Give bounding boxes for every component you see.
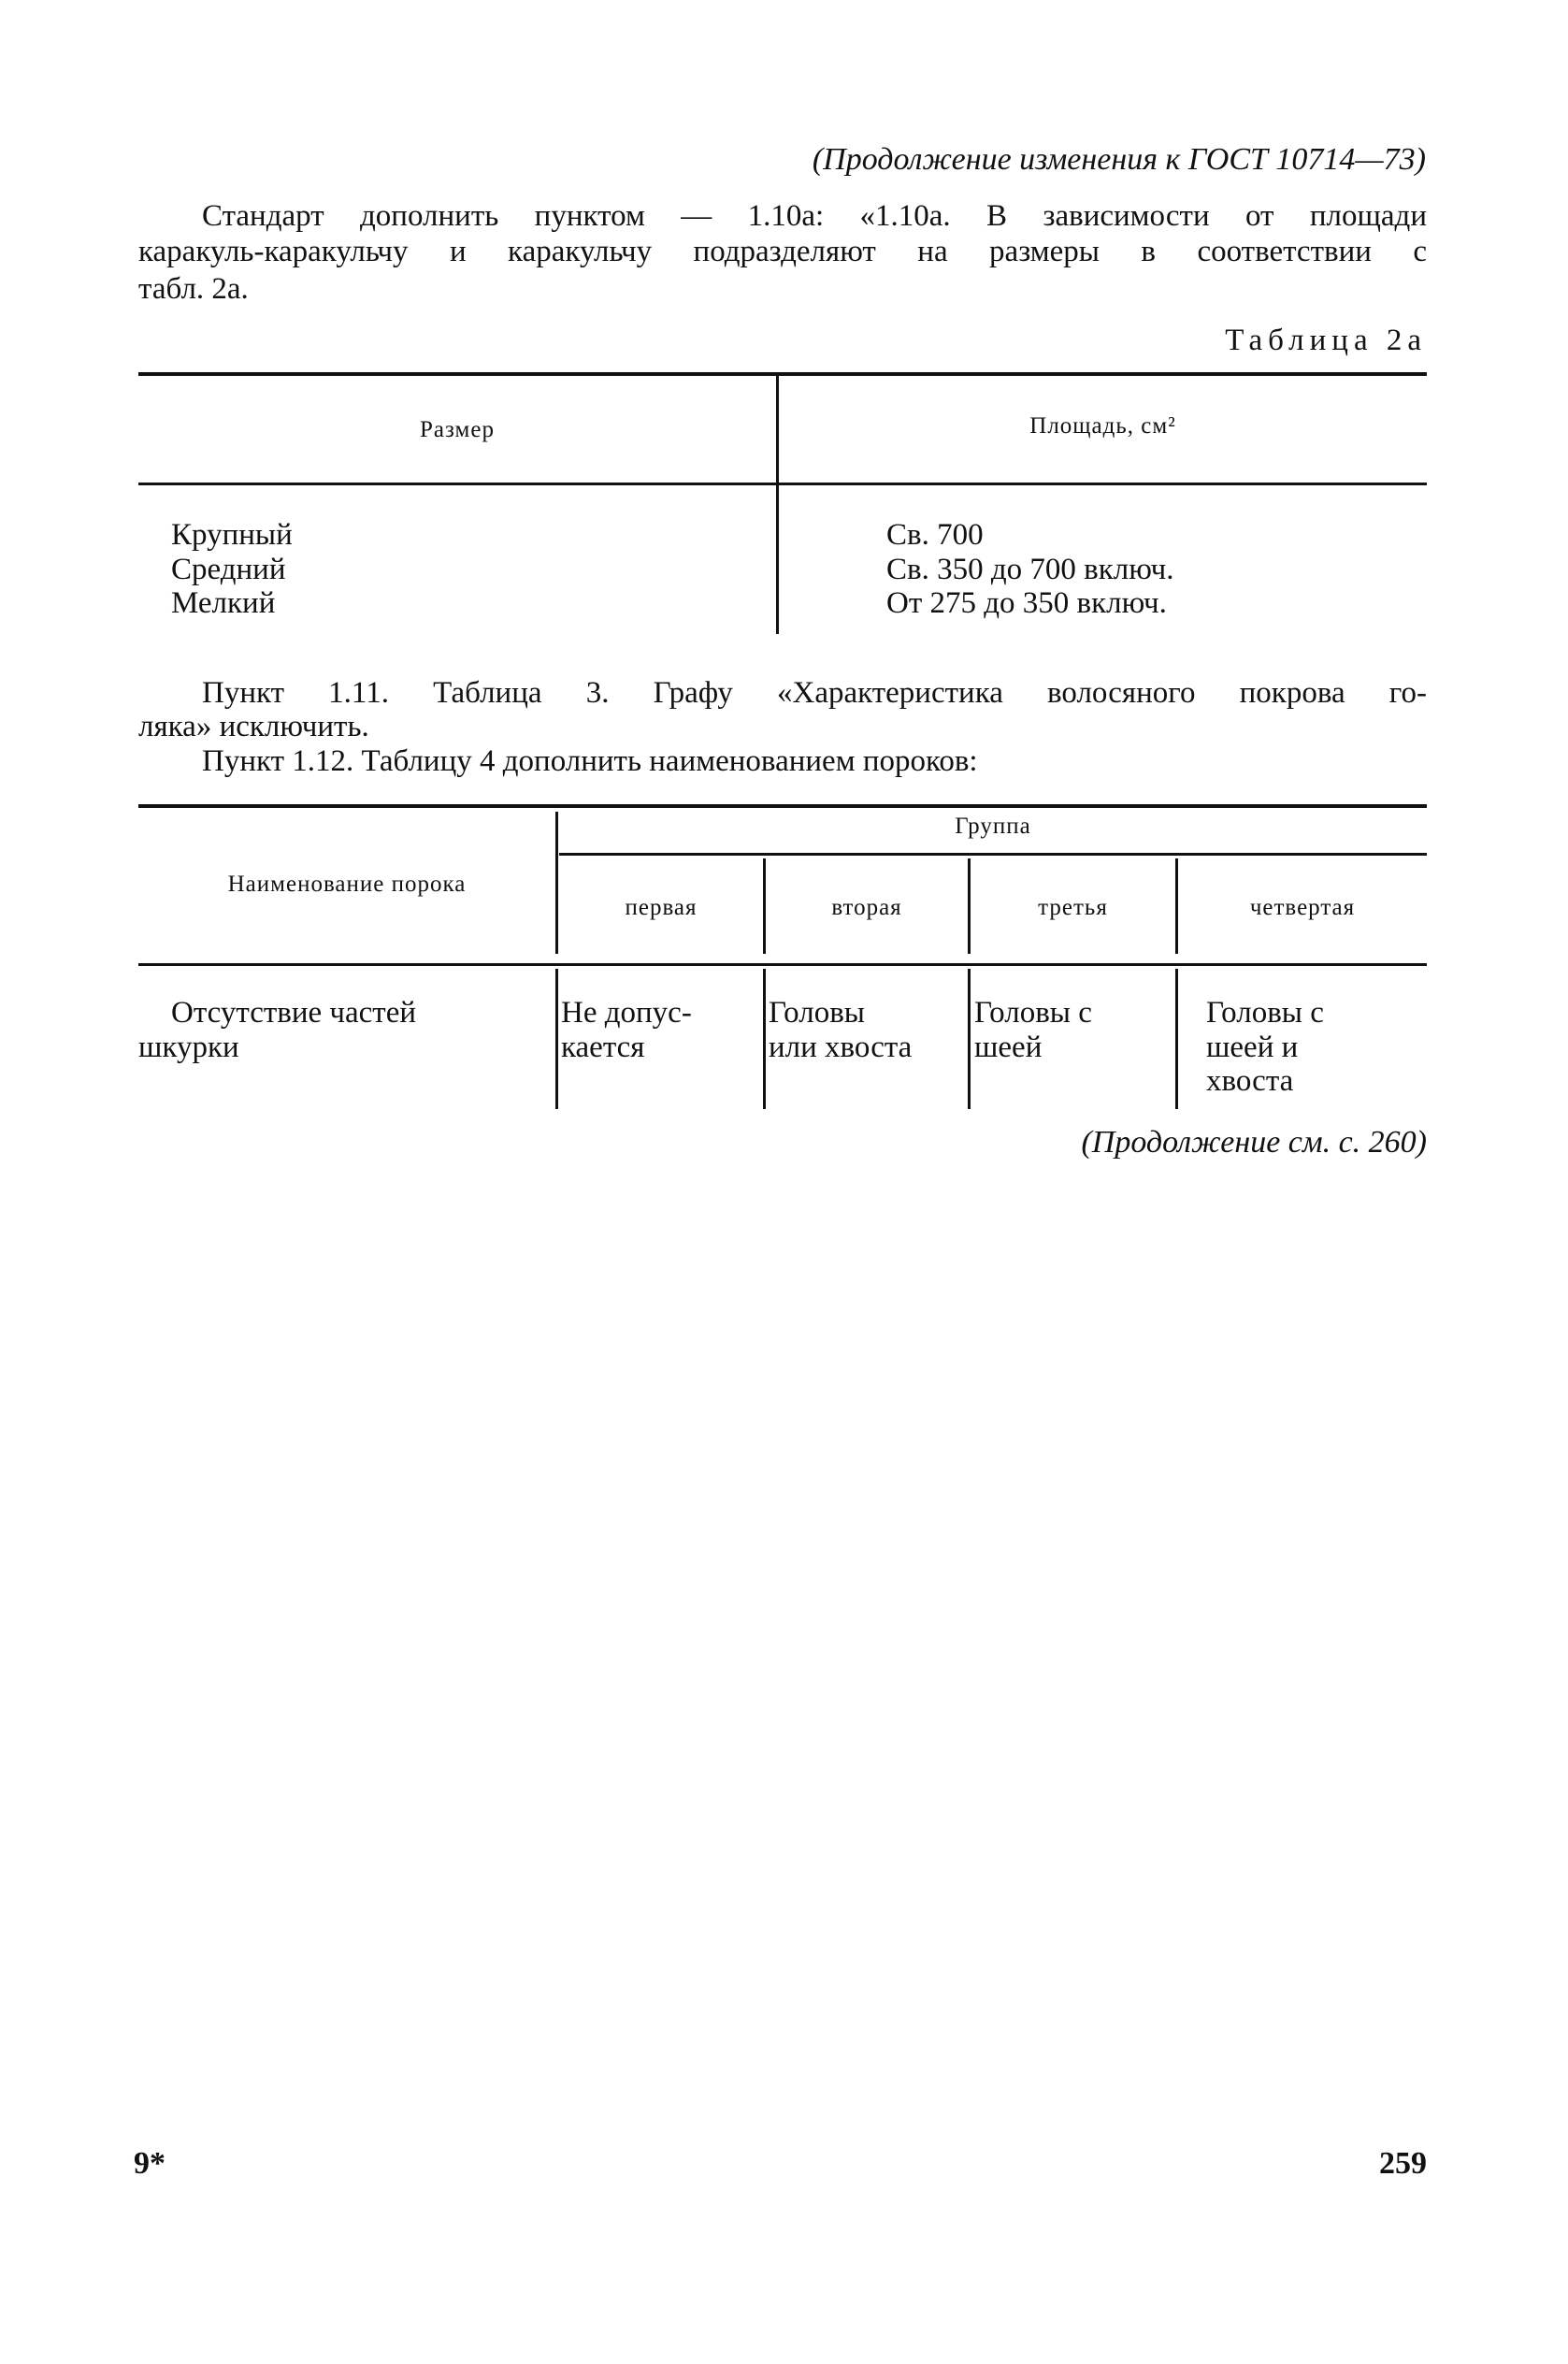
table-4-header-name: Наименование порока — [227, 872, 467, 897]
continued-note: (Продолжение см. с. 260) — [1081, 1125, 1427, 1160]
table-2a-row-3-area: От 275 до 350 включ. — [886, 586, 1167, 620]
table-4-divider-3-body — [968, 969, 971, 1109]
table-4-row-first-line-2: кается — [561, 1031, 645, 1064]
table-4-divider-name-body — [555, 969, 558, 1109]
table-4-header-group: Группа — [955, 814, 1031, 839]
intro-line-2: каракуль-каракульчу и каракульчу подразделяют на размеры в соответствии с — [138, 235, 1427, 268]
table-2a-header-area: Площадь, см² — [1029, 413, 1176, 439]
table-2a-row-2-area: Св. 350 до 700 включ. — [886, 553, 1174, 586]
table-4-row-third-line-2: шеей — [974, 1031, 1043, 1064]
paragraph-1-11-line-2: ляка» исключить. — [138, 710, 369, 743]
table-4-row-fourth-line-2: шеей и — [1206, 1031, 1299, 1064]
table-4-divider-4-body — [1175, 969, 1178, 1109]
signature-mark: 9* — [134, 2146, 165, 2181]
table-4-row-name-line-1: Отсутствие частей — [171, 996, 417, 1030]
table-4-header-rule — [138, 963, 1427, 966]
table-2a-caption: Таблица 2а — [1225, 324, 1427, 357]
table-4-row-fourth-line-3: хвоста — [1206, 1064, 1294, 1098]
table-4-row-name-line-2: шкурки — [138, 1031, 239, 1064]
page-number: 259 — [1379, 2146, 1427, 2181]
table-4-header-third: третья — [1038, 895, 1108, 920]
table-2a-row-2-size: Средний — [171, 553, 286, 586]
continuation-header: (Продолжение изменения к ГОСТ 10714—73) — [812, 142, 1426, 177]
paragraph-1-11-line-1: Пункт 1.11. Таблица 3. Графу «Характеристика волосяного покрова го- — [202, 676, 1427, 710]
table-2a-row-3-size: Мелкий — [171, 586, 276, 620]
table-4-header-first: первая — [625, 895, 698, 920]
table-4-row-third-line-1: Головы с — [974, 996, 1092, 1030]
table-4-header-second: вторая — [831, 895, 902, 920]
table-2a-row-1-area: Св. 700 — [886, 518, 984, 552]
table-4-top-rule — [138, 804, 1427, 808]
table-2a-top-rule — [138, 372, 1427, 376]
table-2a-row-1-size: Крупный — [171, 518, 293, 552]
intro-line-1: Стандарт дополнить пунктом — 1.10а: «1.10а. В зависимости от площади — [202, 199, 1427, 233]
table-4-row-first-line-1: Не допус- — [561, 996, 692, 1030]
table-4-row-second-line-1: Головы — [769, 996, 865, 1030]
table-4-group-rule — [559, 853, 1427, 856]
table-2a-header-size: Размер — [420, 417, 495, 442]
table-4-row-second-line-2: или хвоста — [769, 1031, 913, 1064]
paragraph-1-12: Пункт 1.12. Таблицу 4 дополнить наименованием пороков: — [202, 744, 978, 778]
table-2a-header-rule — [138, 483, 1427, 485]
table-4-divider-name — [555, 812, 558, 954]
table-4-divider-2-body — [763, 969, 766, 1109]
table-4-row-fourth-line-1: Головы с — [1206, 996, 1324, 1030]
intro-line-3: табл. 2а. — [138, 272, 249, 306]
table-4-header-fourth: четвертая — [1249, 895, 1356, 920]
